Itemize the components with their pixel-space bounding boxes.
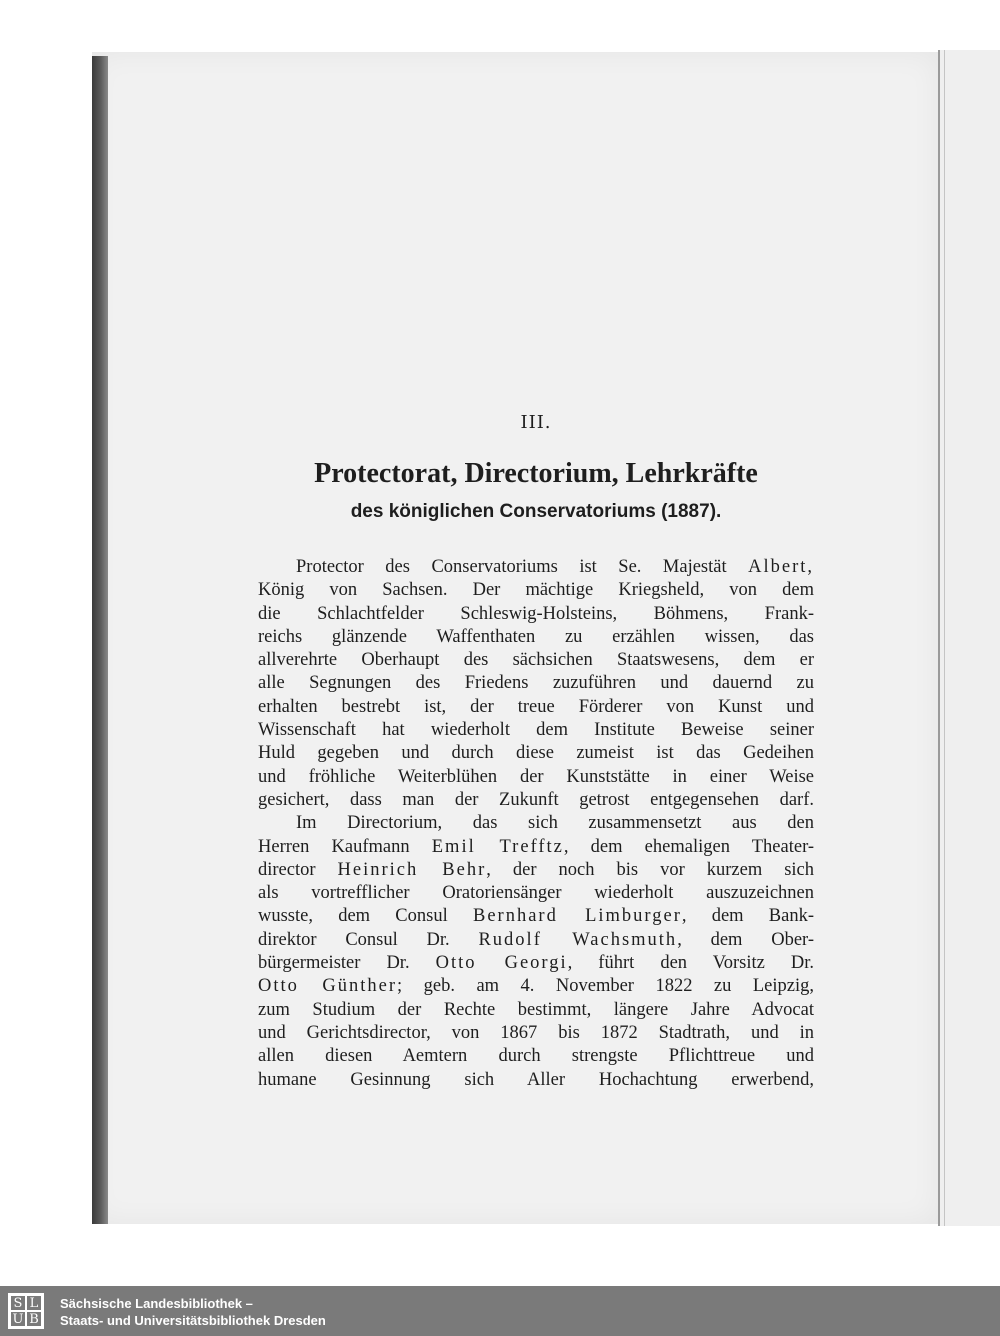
text-line: Wissenschaft hat wiederholt dem Institute Beweise seiner bbox=[258, 720, 814, 741]
text-line: humane Gesinnung sich Aller Hochachtung erwerbend, bbox=[258, 1069, 814, 1090]
library-name bbox=[60, 1295, 326, 1329]
book-spine bbox=[92, 56, 108, 1224]
text-line: die Schlachtfelder Schleswig-Holsteins, Böhmens, Frank- bbox=[258, 603, 814, 624]
library-footer-bar bbox=[0, 1286, 1000, 1336]
logo-letter: L bbox=[26, 1295, 42, 1311]
text-line: Otto Günther; geb. am 4. November 1822 zu Leipzig, bbox=[258, 976, 815, 997]
text-line: wusste, dem Consul Bernhard Limburger, dem Bank- bbox=[258, 906, 815, 927]
logo-letter: B bbox=[26, 1311, 42, 1327]
text-line: allen diesen Aemtern durch strengste Pflichttreue und bbox=[258, 1046, 814, 1067]
text-line: König von Sachsen. Der mächtige Kriegsheld, von dem bbox=[258, 580, 814, 601]
text-line: Im Directorium, das sich zusammensetzt aus den bbox=[296, 813, 814, 834]
text-line: als vortrefflicher Oratoriensänger wiederholt auszuzeichnen bbox=[258, 883, 814, 904]
text-line: Herren Kaufmann Emil Trefftz, dem ehemaligen Theater- bbox=[258, 836, 815, 857]
library-name-line1: Sächsische Landesbibliothek – bbox=[60, 1296, 253, 1311]
text-line: zum Studium der Rechte bestimmt, längere Jahre Advocat bbox=[258, 999, 814, 1020]
chapter-number: III. bbox=[520, 412, 552, 433]
text-line: erhalten bestrebt ist, der treue Förderer von Kunst und bbox=[258, 696, 814, 717]
text-line: allverehrte Oberhaupt des sächsichen Staatswesens, dem er bbox=[258, 650, 814, 671]
page-text-block bbox=[258, 408, 814, 1092]
text-line: reichs glänzende Waffenthaten zu erzählen wissen, das bbox=[258, 626, 814, 647]
text-line: alle Segnungen des Friedens zuzuführen und dauernd zu bbox=[258, 673, 814, 694]
text-line: gesichert, dass man der Zukunft getrost entgegensehen darf. bbox=[258, 789, 814, 810]
text-line: Protector des Conservatoriums ist Se. Majestät Albert, bbox=[296, 557, 815, 577]
slub-logo-icon bbox=[8, 1293, 44, 1329]
text-line: und fröhliche Weiterblühen der Kunststätte in einer Weise bbox=[258, 766, 814, 787]
chapter-subtitle: des königlichen Conservatoriums (1887). bbox=[350, 501, 722, 522]
text-line: director Heinrich Behr, der noch bis vor kurzem sich bbox=[258, 859, 815, 880]
text-line: und Gerichtsdirector, von 1867 bis 1872 Stadtrath, und in bbox=[258, 1022, 814, 1043]
chapter-title: Protectorat, Directorium, Lehrkräfte bbox=[314, 458, 758, 489]
library-name-line2: Staats- und Universitätsbibliothek Dresden bbox=[60, 1313, 326, 1328]
facing-page-edge bbox=[938, 50, 1000, 1226]
text-line: bürgermeister Dr. Otto Georgi, führt den Vorsitz Dr. bbox=[258, 953, 814, 974]
text-line: Huld gegeben und durch diese zumeist ist das Gedeihen bbox=[258, 743, 814, 764]
body-text bbox=[258, 556, 814, 1092]
logo-letter: U bbox=[10, 1311, 26, 1327]
text-line: direktor Consul Dr. Rudolf Wachsmuth, dem Ober- bbox=[258, 929, 814, 950]
logo-letter: S bbox=[10, 1295, 26, 1311]
